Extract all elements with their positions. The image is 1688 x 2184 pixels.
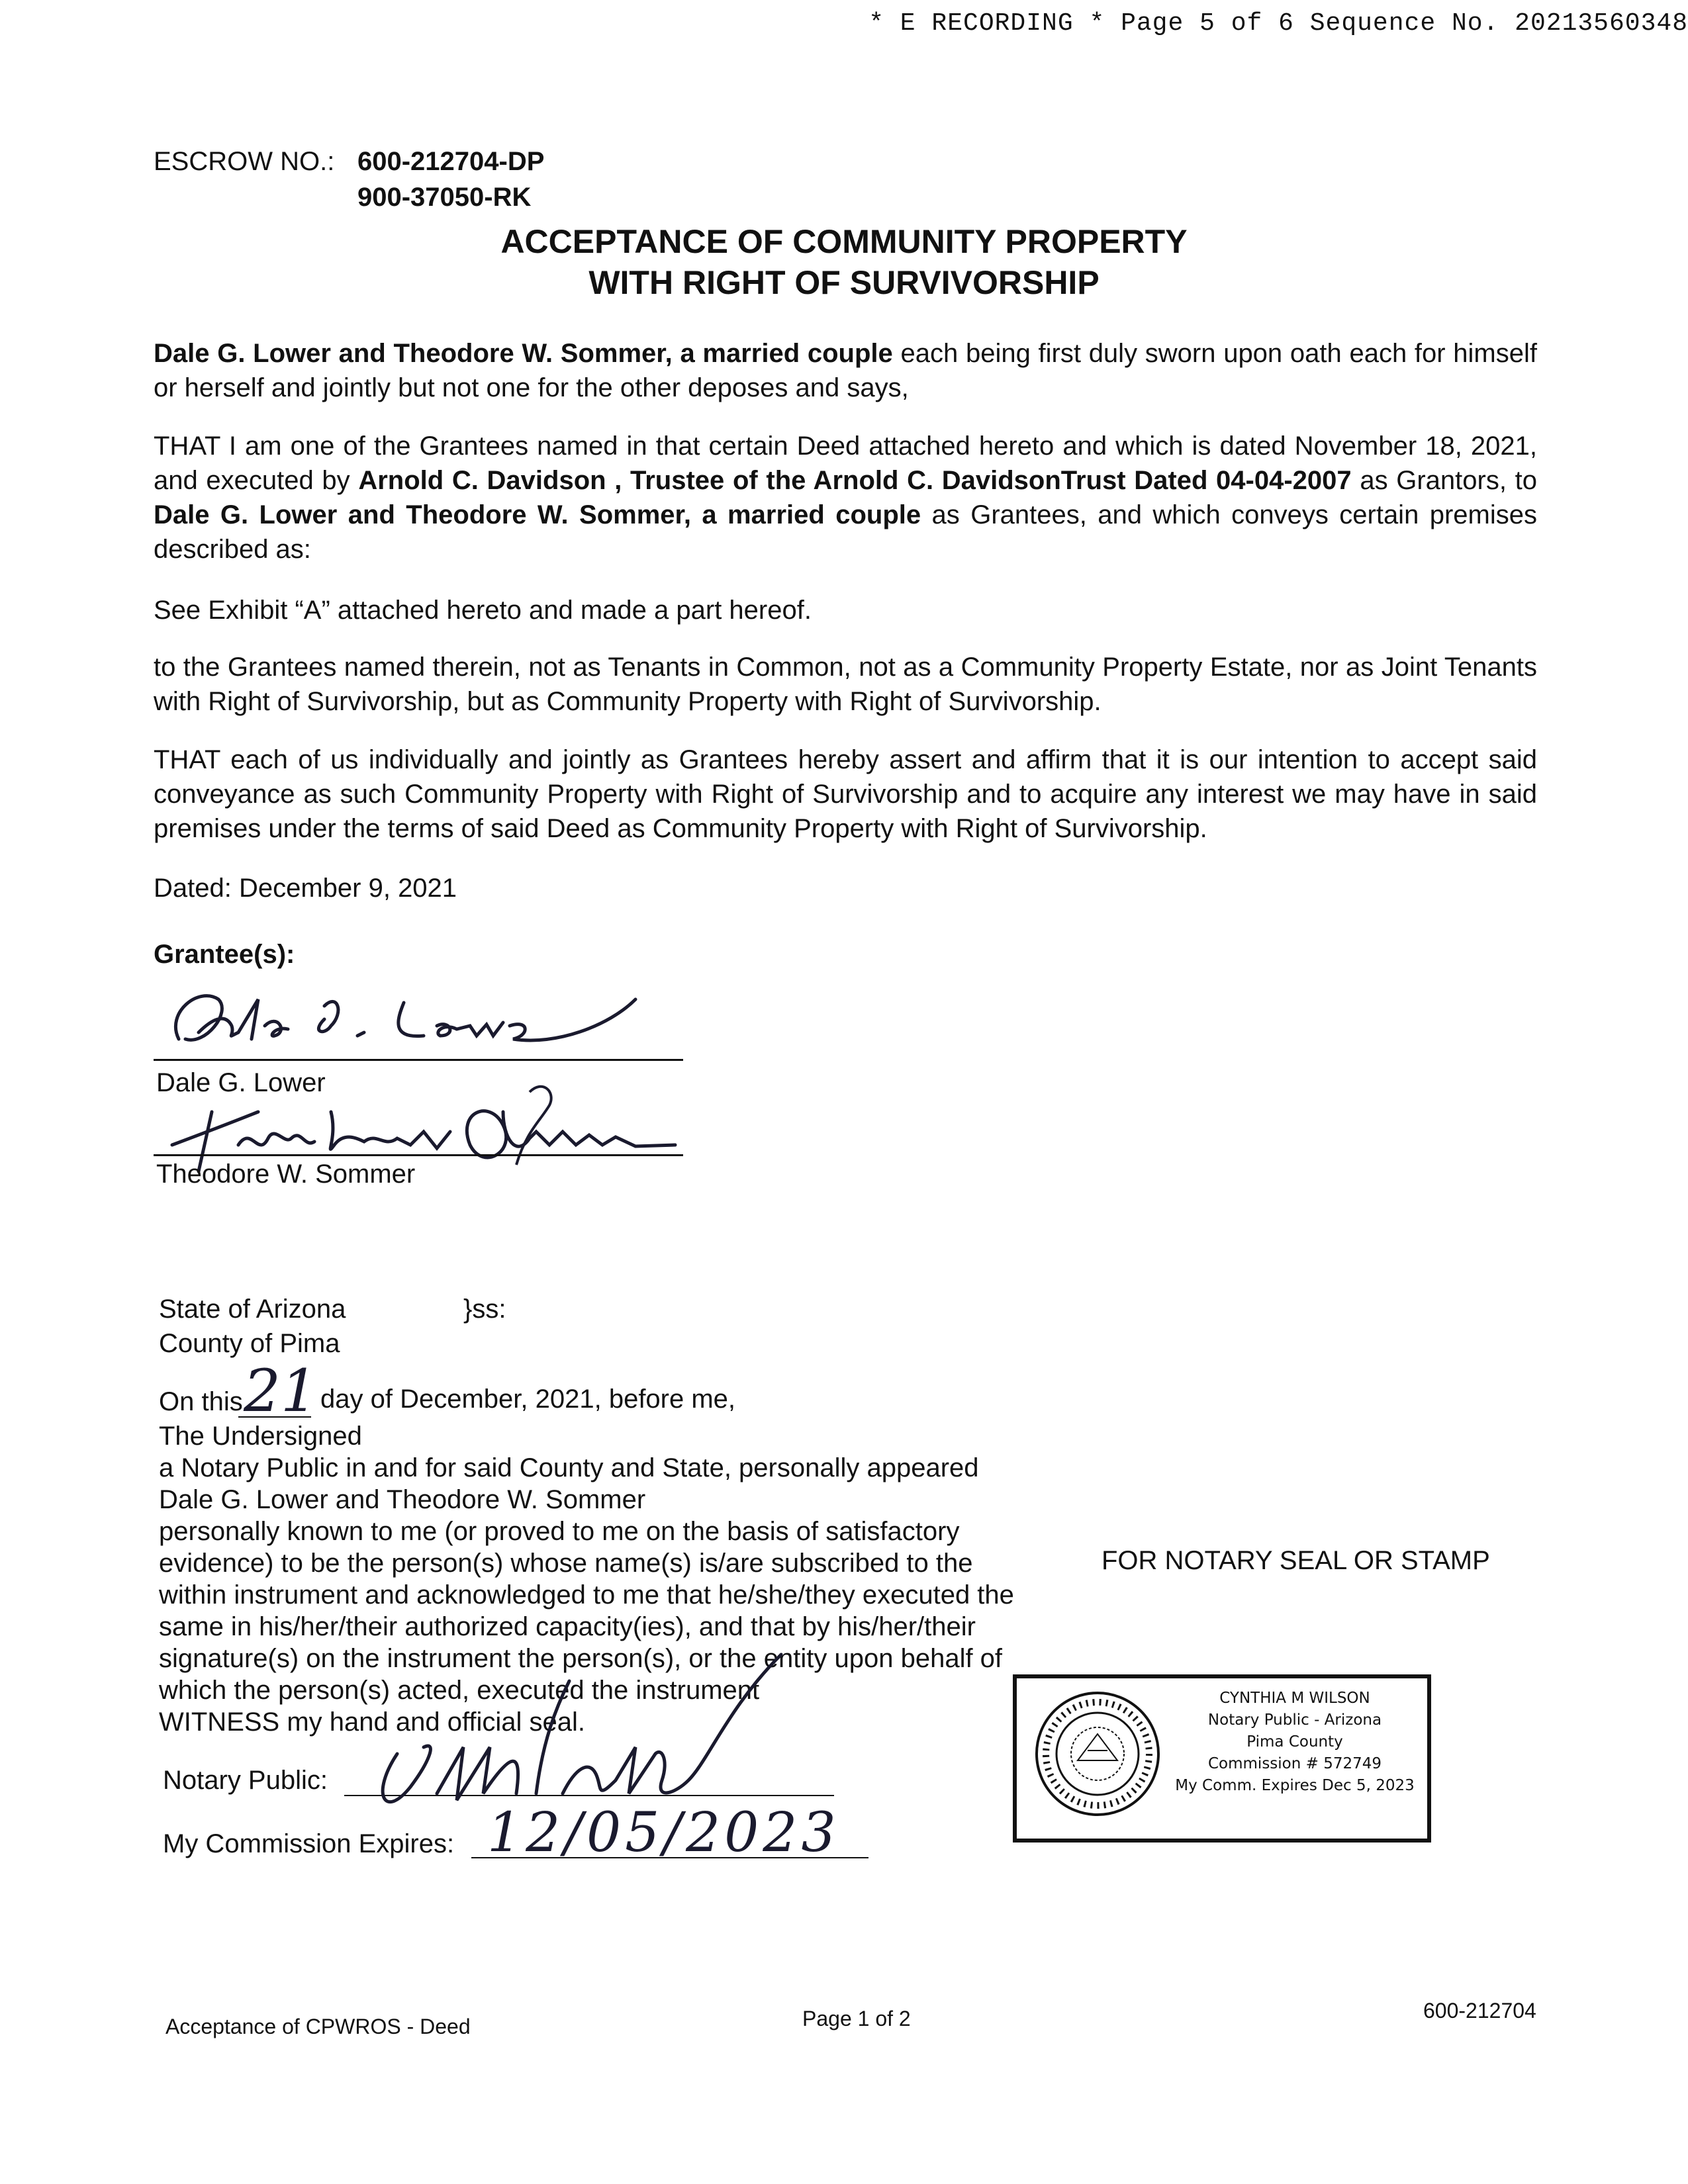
ack-line-1: The Undersigned [159, 1422, 362, 1451]
venue-state: State of Arizona [159, 1295, 346, 1324]
notary-title: Notary Public - Arizona [1207, 1711, 1382, 1729]
notary-commission: Commission # 572749 [1207, 1755, 1382, 1772]
ack-line-5: evidence) to be the person(s) whose name(s) is/are subscribed to the [159, 1549, 973, 1578]
signer-name-2: Theodore W. Sommer [156, 1160, 416, 1189]
escrow-label: ESCROW NO.: [154, 147, 335, 176]
notary-signature [357, 1641, 821, 1820]
ack-line-10: WITNESS my hand and official seal. [159, 1707, 585, 1737]
commission-expires-handwritten: 12/05/2023 [487, 1801, 840, 1864]
notary-public-label: Notary Public: [163, 1766, 328, 1795]
paragraph-tenancy: to the Grantees named therein, not as Tenants in Common, not as a Community Property Estate, nor as Joint Tenants with Right of Survivorship, but as Community Property with Right of Survivorship. [154, 653, 1537, 716]
venue-county: County of Pima [159, 1329, 340, 1358]
document-title-line1: ACCEPTANCE OF COMMUNITY PROPERTY [500, 223, 1188, 260]
ack-line-6: within instrument and acknowledged to me that he/she/they executed the [159, 1580, 1014, 1610]
signature-dale-lower [159, 973, 649, 1059]
grantee-names-2: Dale G. Lower and Theodore W. Sommer, a married couple [154, 500, 921, 529]
signature-line-1 [154, 1059, 683, 1061]
recording-header: * E RECORDING * Page 5 of 6 Sequence No. 20213560348 [868, 9, 1688, 38]
signature-line-2 [154, 1154, 683, 1156]
paragraph-deponents: Dale G. Lower and Theodore W. Sommer, a married couple each being first duly sworn upon oath each for himself or herself and jointly but not one for the other deposes and says, [154, 339, 1537, 402]
notary-expiry: My Comm. Expires Dec 5, 2023 [1175, 1777, 1415, 1794]
ack-line-8: signature(s) on the instrument the person(s), or the entity upon behalf of [159, 1644, 1003, 1673]
document-title-line2: WITH RIGHT OF SURVIVORSHIP [588, 264, 1100, 301]
ack-line-4: personally known to me (or proved to me on the basis of satisfactory [159, 1517, 960, 1546]
footer-escrow-number: 600-212704 [1423, 1999, 1536, 2023]
grantees-heading: Grantee(s): [154, 940, 295, 969]
ack-line-9: which the person(s) acted, executed the instrument [159, 1676, 760, 1705]
ack-line-7: same in his/her/their authorized capacity(ies), and that by his/her/their [159, 1612, 976, 1641]
footer-page-number: Page 1 of 2 [802, 2007, 911, 2030]
notary-seal-caption: FOR NOTARY SEAL OR STAMP [1102, 1546, 1490, 1575]
paragraph-exhibit: See Exhibit “A” attached hereto and made a part hereof. [154, 596, 812, 625]
state-seal-icon [1031, 1688, 1164, 1820]
grantor-names: Arnold C. Davidson , Trustee of the Arnold C. DavidsonTrust Dated 04-04-2007 [358, 466, 1352, 495]
ack-day-rest: day of December, 2021, before me, [320, 1385, 736, 1414]
notary-stamp [1013, 1674, 1431, 1843]
footer-document-name: Acceptance of CPWROS - Deed [165, 2015, 471, 2038]
ack-day-line [238, 1416, 311, 1418]
signer-name-1: Dale G. Lower [156, 1068, 326, 1097]
escrow-number-2: 900-37050-RK [357, 183, 532, 212]
dated-line: Dated: December 9, 2021 [154, 874, 457, 903]
ack-day-handwritten: 21 [244, 1357, 318, 1425]
ack-line-3: Dale G. Lower and Theodore W. Sommer [159, 1485, 646, 1514]
ack-line-2: a Notary Public in and for said County and State, personally appeared [159, 1453, 979, 1482]
ack-on-this: On this [159, 1387, 243, 1416]
paragraph-affirmation: THAT each of us individually and jointly as Grantees hereby assert and affirm that it is our intention to accept said conveyance as such Community Property with Right of Survivorship and to acquire any interest we may have in said premises under the terms of said Deed as Community Property with Right of Survivorship. [154, 745, 1537, 843]
commission-expires-label: My Commission Expires: [163, 1829, 455, 1858]
notary-county: Pima County [1246, 1733, 1343, 1751]
escrow-number-1: 600-212704-DP [357, 147, 545, 176]
venue-ss: }ss: [463, 1295, 506, 1324]
notary-stamp-text [1169, 1688, 1421, 1797]
notary-name: CYNTHIA M WILSON [1219, 1690, 1370, 1707]
paragraph-deed: THAT I am one of the Grantees named in that certain Deed attached hereto and which is dated November 18, 2021, and executed by Arnold C. Davidson , Trustee of the Arnold C. DavidsonTrust Dated 04-04-2007 as Grantors, to Dale G. Lower and Theodore W. Sommer, a married couple as Grantees, and which conveys certain premises described as: [154, 432, 1538, 564]
grantee-names: Dale G. Lower and Theodore W. Sommer, a married couple [154, 339, 893, 368]
